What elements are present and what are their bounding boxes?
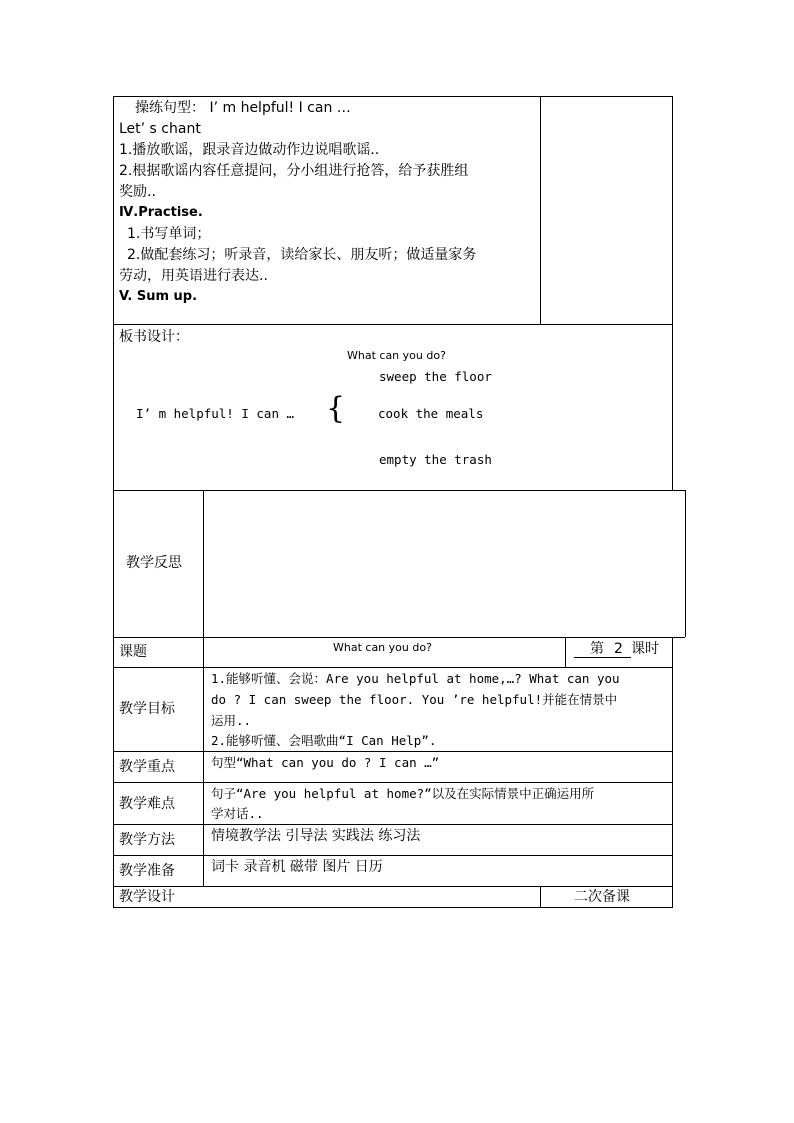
prep-label: 教学准备 (119, 863, 175, 879)
column-divider (203, 490, 204, 637)
board-item-3: empty the trash (379, 452, 492, 467)
table-border-bottom (113, 907, 673, 908)
practise-step-2-cont: 劳动，用英语进行表达.. (119, 268, 268, 284)
practise-title: Ⅳ.Practise. (119, 205, 203, 220)
table-divider (113, 782, 673, 783)
goals-line: 运用.. (211, 713, 252, 728)
practise-step-2: 2.做配套练习；听录音，读给家长、朋友听；做适量家务 (127, 247, 477, 263)
period-prefix: 第 (590, 641, 604, 657)
table-border-left (113, 637, 114, 907)
board-label: 板书设计： (119, 329, 189, 345)
sumup-title: V. Sum up. (119, 289, 198, 304)
board-title: What can you do? (347, 349, 446, 362)
key-value: 句型“What can you do ? I can …” (211, 755, 440, 770)
table-divider (113, 637, 203, 638)
table-border-top (113, 96, 673, 97)
chant-step-1: 1.播放歌谣，跟录音边做动作边说唱歌谣.. (119, 142, 380, 158)
period-number: 2 (614, 641, 623, 657)
period-underline (574, 657, 631, 658)
method-value: 情境教学法 引导法 实践法 练习法 (211, 828, 421, 844)
board-item-1: sweep the floor (379, 369, 492, 384)
table-divider (203, 637, 685, 638)
period-suffix: 课时 (631, 641, 659, 657)
chant-title: Let’ s chant (119, 121, 201, 137)
difficult-line: 句子“Are you helpful at home?”以及在实际情景中正确运用所 (211, 786, 595, 801)
table-border-right (672, 96, 673, 490)
column-divider (540, 96, 541, 324)
goals-label: 教学目标 (119, 701, 175, 717)
topic-value: What can you do? (333, 641, 432, 654)
goals-line: do ? I can sweep the floor. You ’re helpful!并能在情景中 (211, 692, 618, 707)
goals-line: 2.能够听懂、会唱歌曲“I Can Help”. (211, 733, 437, 748)
table-divider (113, 855, 673, 856)
second-prep-label: 二次备课 (574, 889, 630, 905)
reflection-label: 教学反思 (126, 555, 182, 571)
method-label: 教学方法 (119, 832, 175, 848)
table-divider (113, 324, 673, 325)
board-item-2: cook the meals (378, 406, 484, 421)
table-divider (113, 824, 673, 825)
table-border-left (113, 96, 114, 637)
column-divider (565, 637, 566, 667)
table-border-right (685, 490, 686, 637)
practise-step-1: 1.书写单词； (127, 226, 211, 242)
design-label: 教学设计 (119, 889, 175, 905)
key-label: 教学重点 (119, 759, 175, 775)
prep-value: 词卡 录音机 磁带 图片 日历 (211, 859, 383, 875)
table-divider (113, 490, 685, 491)
board-left-sentence: I’ m helpful! I can … (136, 406, 295, 421)
goals-line: 1.能够听懂、会说：Are you helpful at home,…? What can you (211, 671, 620, 686)
column-divider (540, 886, 541, 907)
chant-step-2-cont: 奖励.. (119, 184, 156, 200)
table-border-right (672, 637, 673, 907)
difficult-line: 学对话.. (211, 806, 264, 821)
brace-symbol: { (326, 391, 346, 426)
table-divider (113, 751, 673, 752)
column-divider (203, 637, 204, 886)
topic-label: 课题 (119, 644, 147, 660)
chant-step-2: 2.根据歌谣内容任意提问，分小组进行抢答，给予获胜组 (119, 163, 469, 179)
drill-line: 操练句型： I’ m helpful! I can … (135, 100, 351, 116)
difficult-label: 教学难点 (119, 796, 175, 812)
table-divider (113, 667, 673, 668)
